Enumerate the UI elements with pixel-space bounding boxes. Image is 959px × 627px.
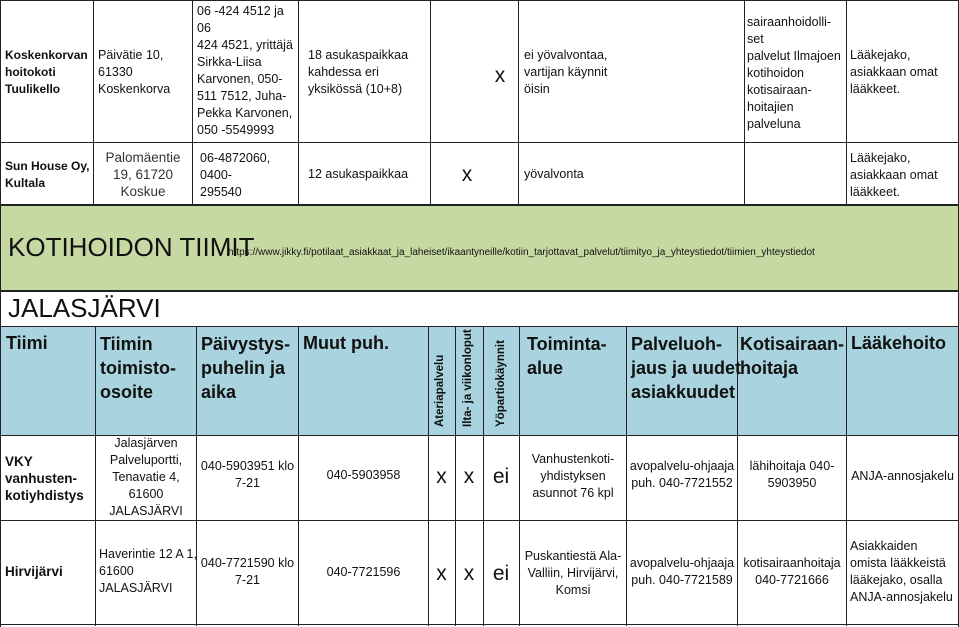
team2-palveluohjaus: avopalvelu-ohjaaja puh. 040-7721589 <box>629 556 735 587</box>
header-tiimi: Tiimi <box>6 333 48 353</box>
row1-care: sairaanhoidolli-set palvelut Ilmajoen kotihoidon kotisairaan- hoitajien palveluna <box>747 14 841 131</box>
row1-name: Koskenkorvan hoitokoti Tuulikello <box>5 47 88 96</box>
row1-medicine: Lääkejako, asiakkaan omat lääkkeet. <box>850 47 938 96</box>
team2-paivystys: 040-7721590 klo 7-21 <box>200 556 295 587</box>
team1-muut: 040-5903958 <box>326 467 401 482</box>
header-kotisairaan: Kotisairaan- hoitaja <box>740 334 845 378</box>
team2-ilta: x <box>463 561 475 585</box>
row1-address: Päivätie 10, 61330 Koskenkorva <box>98 47 171 96</box>
team2-muut: 040-7721596 <box>326 564 401 579</box>
kotihoidon-link[interactable]: https://www.jikky.fi/potilaat_asiakkaat_ja_laheiset/ikaantyneille/kotiin_tarjottavat_palvelut/tiimityo_ja_yhteystiedot/tiimien_yhteystiedot <box>228 247 815 258</box>
team1-palveluohjaus: avopalvelu-ohjaaja puh. 040-7721552 <box>629 459 735 490</box>
header-palveluohjaus: Palveluoh- jaus ja uudet asiakkuudet <box>631 334 742 402</box>
row1-places: 18 asukaspaikkaa kahdessa eri yksikössä (10+8) <box>308 47 409 96</box>
row1-mark: x <box>494 63 506 87</box>
header-ateria: Ateriapalvelu <box>434 354 446 427</box>
header-muut: Muut puh. <box>303 333 389 353</box>
row2-night: yövalvonta <box>524 166 584 181</box>
team1-kotisairaan: lähihoitaja 040- 5903950 <box>749 459 835 490</box>
team2-toimisto: Haverintie 12 A 1, 61600 JALASJÄRVI <box>99 546 197 595</box>
row2-places: 12 asukaspaikkaa <box>308 166 409 181</box>
row2-phone: 06-4872060, 0400- 295540 <box>200 150 271 199</box>
team2-tiimi: Hirvijärvi <box>5 563 63 579</box>
row2-name: Sun House Oy, Kultala <box>5 159 90 190</box>
team1-paivystys: 040-5903951 klo 7-21 <box>200 459 295 490</box>
team1-laake: ANJA-annosjakelu <box>851 468 954 483</box>
team1-ilta: x <box>463 464 475 488</box>
team2-alue: Puskantiestä Ala- Valliin, Hirvijärvi, Komsi <box>524 548 622 597</box>
row2-address: Palomäentie 19, 61720 Koskue <box>105 149 181 199</box>
row2-medicine: Lääkejako, asiakkaan omat lääkkeet. <box>850 150 938 199</box>
team1-ateria: x <box>436 464 447 488</box>
header-laake: Lääkehoito <box>851 333 947 353</box>
header-alue: Toiminta- alue <box>527 334 607 378</box>
team1-alue: Vanhustenkoti- yhdistyksen asunnot 76 kpl <box>531 451 615 500</box>
header-paivystys: Päivystys- puhelin ja aika <box>201 334 291 402</box>
jalasjarvi-title: JALASJÄRVI <box>8 293 161 323</box>
team1-toimisto: Jalasjärven Palveluportti, Tenavatie 4, 61600 JALASJÄRVI <box>109 436 183 518</box>
kotihoidon-title: KOTIHOIDON TIIMIT <box>8 232 255 262</box>
team2-laake: Asiakkaiden omista lääkkeistä lääkejako, osalla ANJA-annosjakelu <box>850 539 953 604</box>
row1-night: ei yövalvontaa, vartijan käynnit öisin <box>524 47 608 96</box>
team1-tiimi: VKY vanhusten- kotiyhdistys <box>5 453 84 503</box>
row2-mark: x <box>461 162 473 186</box>
team2-kotisairaan: kotisairaanhoitaja 040-7721666 <box>743 556 841 587</box>
header-toimisto: Tiimin toimisto- osoite <box>100 334 176 402</box>
team1-yo: ei <box>492 464 510 488</box>
header-yo: Yöpartiokäynnit <box>495 340 507 427</box>
team2-ateria: x <box>436 561 447 585</box>
team2-yo: ei <box>492 561 510 585</box>
row1-phone: 06 -424 4512 ja 06 424 4521, yrittäjä Sirkka-Liisa Karvonen, 050- 511 7512, Juha- Pekka Karvonen, 050 -5549993 <box>197 4 293 137</box>
header-ilta: Ilta- ja viikonloput <box>462 329 474 427</box>
